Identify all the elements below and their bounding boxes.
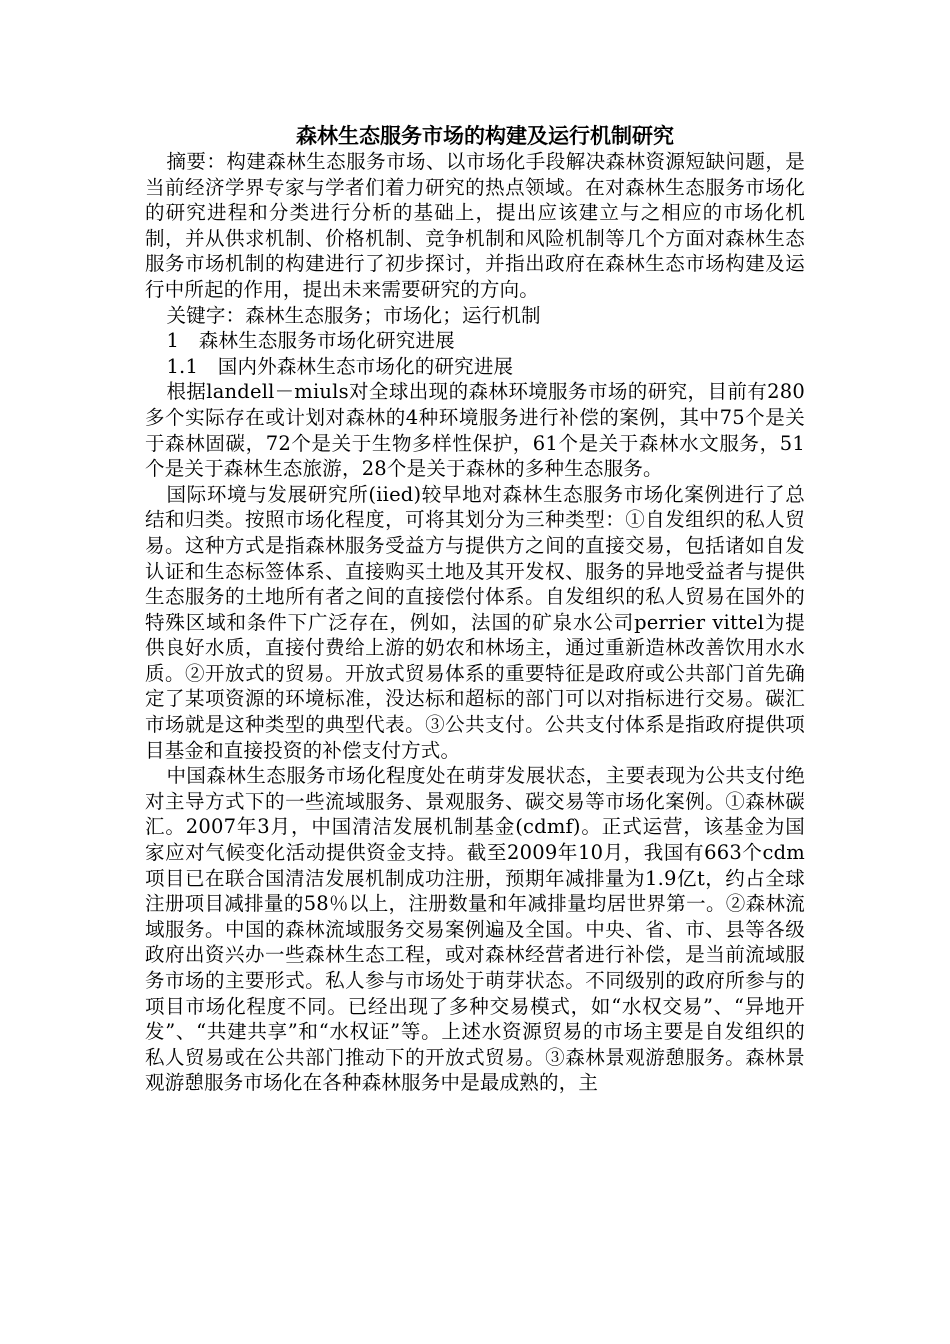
abstract-paragraph: 摘要：构建森林生态服务市场、以市场化手段解决森林资源短缺问题，是当前经济学界专家与学者们着力研究的热点领域。在对森林生态服务市场化的研究进程和分类进行分析的基础上，提出应该建立与之相应的市场化机制，并从供求机制、价格机制、竞争机制和风险机制等几个方面对森林生态服务市场机制的构建进行了初步探讨，并指出政府在森林生态市场构建及运行中所起的作用，提出未来需要研究的方向。 [145, 150, 805, 301]
section-heading-1: 1 森林生态服务市场化研究进展 [166, 329, 455, 353]
section-heading-1-1: 1.1 国内外森林生态市场化的研究进展 [166, 354, 514, 378]
document-title: 森林生态服务市场的构建及运行机制研究 [296, 123, 674, 148]
document-page [145, 122, 805, 1096]
body-paragraph-2: 国际环境与发展研究所(iied)较早地对森林生态服务市场化案例进行了总结和归类。按照市场化程度，可将其划分为三种类型：①自发组织的私人贸易。这种方式是指森林服务受益方与提供方之间的直接交易，包括诸如自发认证和生态标签体系、直接购买土地及其开发权、服务的异地受益者与提供生态服务的土地所有者之间的直接偿付体系。自发组织的私人贸易在国外的特殊区域和条件下广泛存在，例如，法国的矿泉水公司perrier vittel为提供良好水质，直接付费给上游的奶农和林场主，通过重新造林改善饮用水水质。②开放式的贸易。开放式贸易体系的重要特征是政府或公共部门首先确定了某项资源的环境标准，没达标和超标的部门可以对指标进行交易。碳汇市场就是这种类型的典型代表。③公共支付。公共支付体系是指政府提供项目基金和直接投资的补偿支付方式。 [145, 482, 805, 762]
body-paragraph-3: 中国森林生态服务市场化程度处在萌芽发展状态，主要表现为公共支付绝对主导方式下的一些流域服务、景观服务、碳交易等市场化案例。①森林碳汇。2007年3月，中国清洁发展机制基金(cdmf)。正式运营，该基金为国家应对气候变化活动提供资金支持。截至2009年10月，我国有663个cdm项目已在联合国清洁发展机制成功注册，预期年减排量为1.9亿t，约占全球注册项目减排量的58％以上，注册数量和年减排量均居世界第一。②森林流域服务。中国的森林流域服务交易案例遍及全国。中央、省、市、县等各级政府出资兴办一些森林生态工程，或对森林经营者进行补偿，是当前流域服务市场的主要形式。私人参与市场处于萌芽状态。不同级别的政府所参与的项目市场化程度不同。已经出现了多种交易模式，如“水权交易”、“异地开发”、“共建共享”和“水权证”等。上述水资源贸易的市场主要是自发组织的私人贸易或在公共部门推动下的开放式贸易。③森林景观游憩服务。森林景观游憩服务市场化在各种森林服务中是最成熟的，主 [145, 764, 805, 1095]
keywords-line: 关键字：森林生态服务；市场化；运行机制 [166, 303, 541, 327]
body-paragraph-1: 根据landell－miuls对全球出现的森林环境服务市场的研究，目前有280多个实际存在或计划对森林的4种环境服务进行补偿的案例，其中75个是关于森林固碳，72个是关于生物多样性保护，61个是关于森林水文服务，51个是关于森林生态旅游，28个是关于森林的多种生态服务。 [145, 380, 805, 481]
